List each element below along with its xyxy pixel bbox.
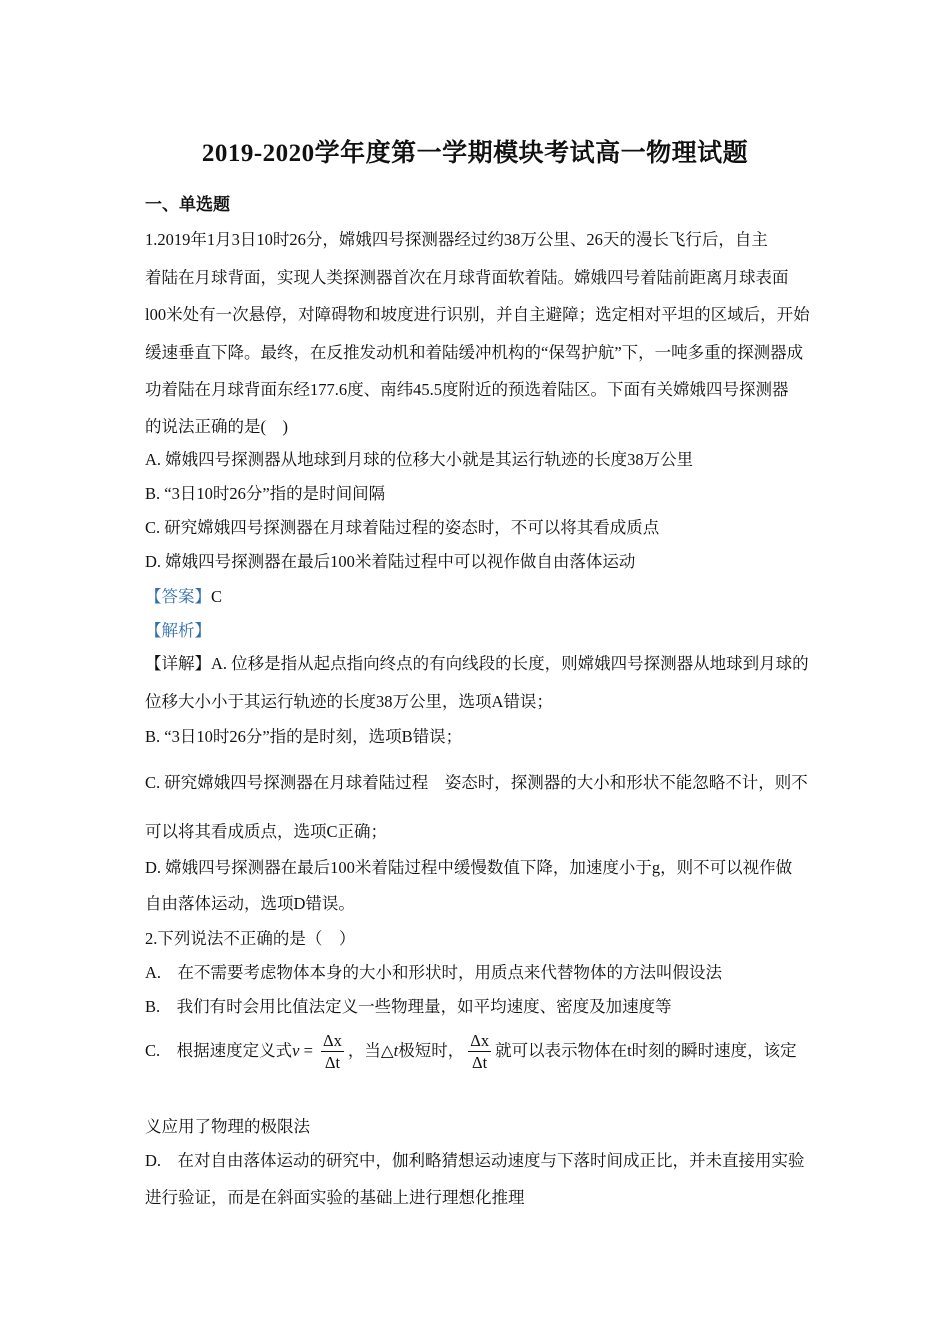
q2-option-b: B. 我们有时会用比值法定义一些物理量，如平均速度、密度及加速度等 <box>145 997 672 1016</box>
q1-explanation-line: 自由落体运动，选项D错误。 <box>145 894 355 913</box>
q1-stem-line: 的说法正确的是( ) <box>145 417 288 436</box>
fraction-numerator: Δx <box>470 1030 490 1050</box>
analysis-tag: 【解析】 <box>145 621 211 640</box>
q1-explanation-line <box>145 650 810 674</box>
explanation-text: A. 位移是指从起点指向终点的有向线段的长度，则嫦娥四号探测器从地球到月球的 <box>211 654 809 673</box>
q2-option-c-line2: 义应用了物理的极限法 <box>145 1117 310 1136</box>
q2-option-d: D. 在对自由落体运动的研究中，伽利略猜想运动速度与下落时间成正比，并未直接用实验 <box>145 1151 805 1170</box>
q2-option-a: A. 在不需要考虑物体本身的大小和形状时，用质点来代替物体的方法叫假设法 <box>145 963 723 982</box>
q1-stem-line: 1.2019年1月3日10时26分，嫦娥四号探测器经过约38万公里、26天的漫长飞行后，自主 <box>145 230 768 249</box>
q1-option-c: C. 研究嫦娥四号探测器在月球着陆过程的姿态时，不可以将其看成质点 <box>145 518 660 537</box>
q1-stem-line: 功着陆在月球背面东经177.6度、南纬45.5度附近的预选着陆区。下面有关嫦娥四号探测器 <box>145 380 789 399</box>
q1-stem-line: 缓速垂直下降。最终，在反推发动机和着陆缓冲机构的“保驾护航”下，一吨多重的探测器成 <box>145 343 804 362</box>
time-symbol: t <box>393 1041 399 1060</box>
q1-explanation-line: 位移大小小于其运行轨迹的长度38万公里，选项A错误； <box>145 692 553 711</box>
answer-tag: 【答案】 <box>145 587 211 606</box>
option-c-mid: ，当△ <box>347 1041 394 1060</box>
option-c-mid2: 极短时， <box>398 1041 465 1060</box>
fraction-numerator: Δx <box>323 1030 342 1050</box>
q1-explanation-line: B. “3日10时26分”指的是时刻，选项B错误； <box>145 727 463 746</box>
q1-stem-line: l00米处有一次悬停，对障碍物和坡度进行识别，并自主避障；选定相对平坦的区域后，开始 <box>145 305 810 324</box>
equals-sign: = <box>299 1041 318 1060</box>
q1-answer <box>145 583 810 607</box>
page-title: 2019-2020学年度第一学期模块考试高一物理试题 <box>201 140 749 167</box>
velocity-symbol: v <box>292 1041 300 1060</box>
option-c-prefix: C. 根据速度定义式 <box>145 1041 293 1060</box>
q1-explanation-line: 可以将其看成质点，选项C正确； <box>145 822 388 841</box>
q1-explanation-line: D. 嫦娥四号探测器在最后100米着陆过程中缓慢数值下降，加速度小于g，则不可以视作做 <box>145 858 793 877</box>
q1-explanation-line: C. 研究嫦娥四号探测器在月球着陆过程 姿态时，探测器的大小和形状不能忽略不计，则不 <box>145 773 808 792</box>
q1-option-b: B. “3日10时26分”指的是时间间隔 <box>145 484 386 503</box>
section-heading: 一、单选题 <box>145 195 230 214</box>
q1-option-a: A. 嫦娥四号探测器从地球到月球的位移大小就是其运行轨迹的长度38万公里 <box>145 450 694 469</box>
q2-option-c <box>145 1027 810 1075</box>
q1-analysis-tag <box>145 617 810 641</box>
ratio-fraction <box>468 1031 491 1074</box>
fraction-denominator: Δt <box>324 1052 341 1072</box>
q1-option-d: D. 嫦娥四号探测器在最后100米着陆过程中可以视作做自由落体运动 <box>145 552 636 571</box>
q1-stem-line: 着陆在月球背面，实现人类探测器首次在月球背面软着陆。嫦娥四号着陆前距离月球表面 <box>145 268 789 287</box>
detail-tag: 【详解】 <box>145 654 211 673</box>
fraction-denominator: Δt <box>472 1052 488 1072</box>
answer-value: C <box>211 587 223 606</box>
option-c-suffix: 就可以表示物体在t时刻的瞬时速度，该定 <box>495 1041 797 1060</box>
q2-option-d-line2: 进行验证，而是在斜面实验的基础上进行理想化推理 <box>145 1188 525 1207</box>
q2-stem: 2.下列说法不正确的是（ ） <box>145 929 356 948</box>
velocity-fraction <box>321 1031 344 1074</box>
